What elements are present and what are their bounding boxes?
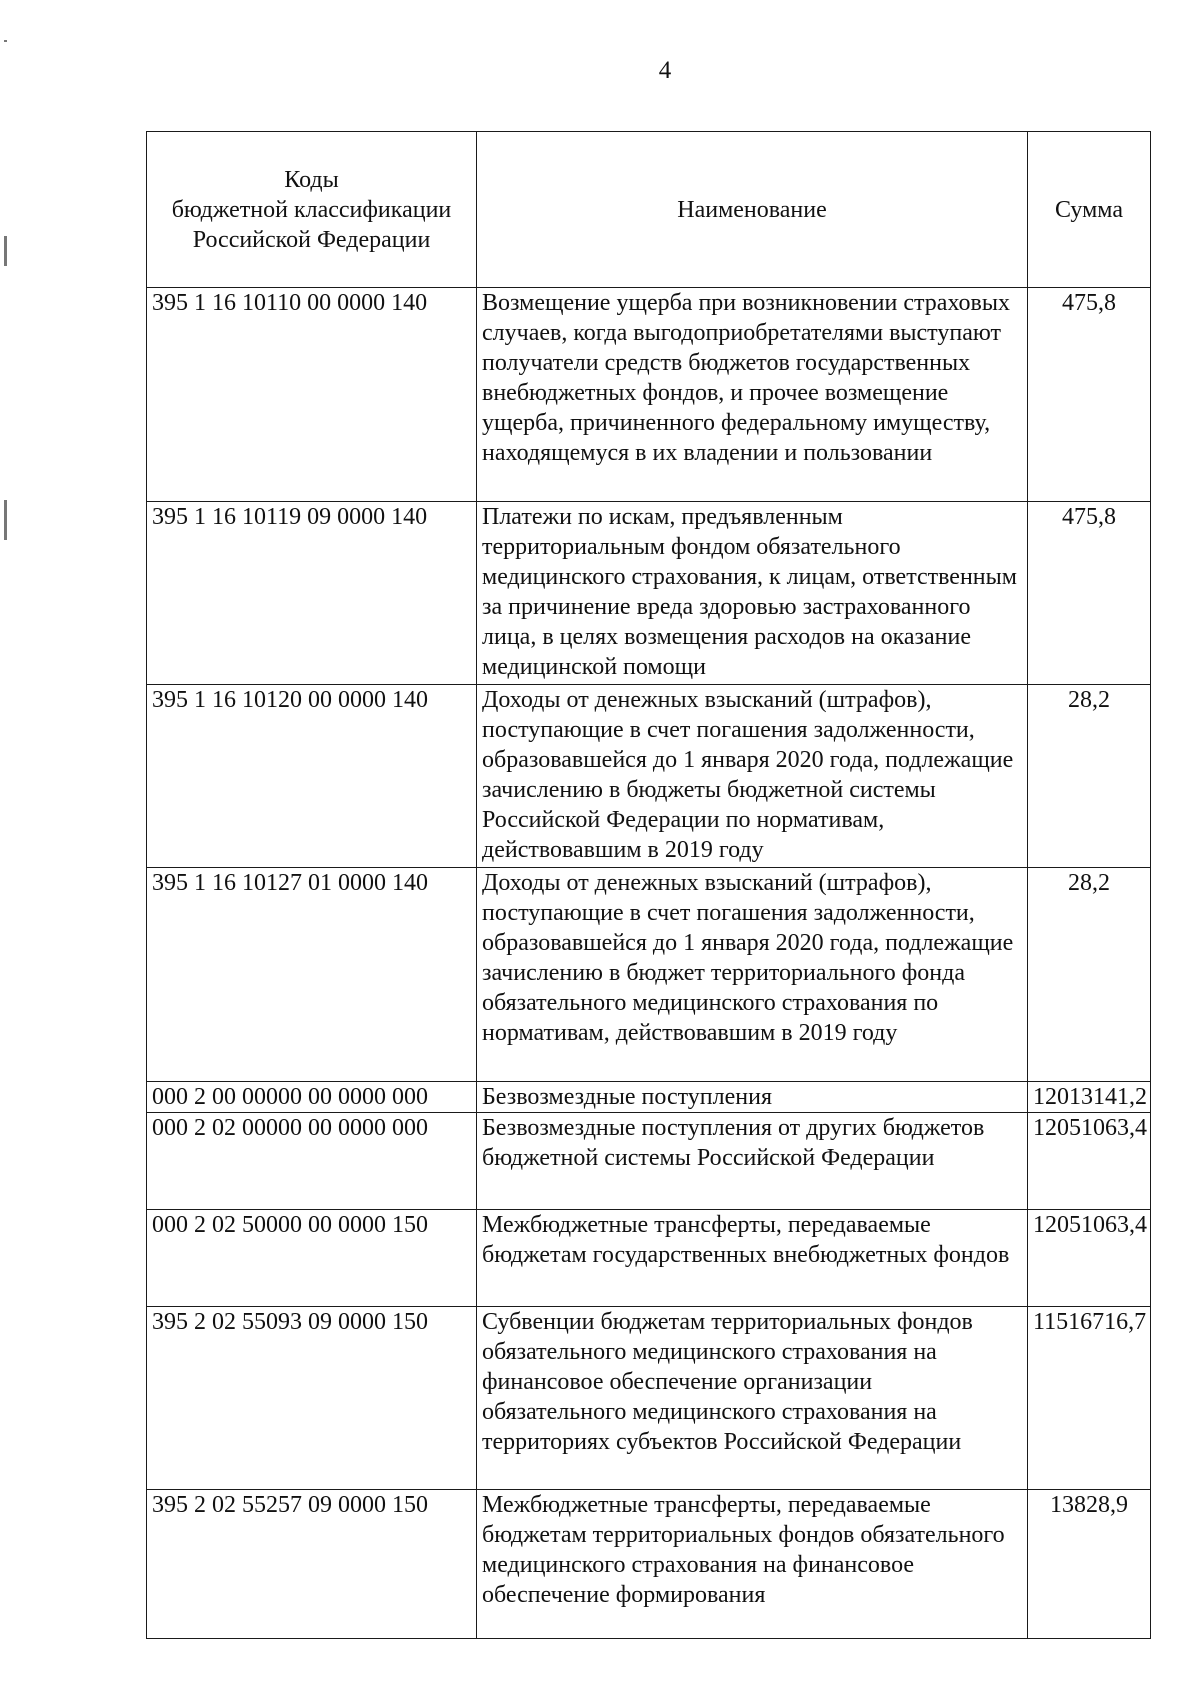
- row-code: 395 2 02 55257 09 0000 150: [147, 1490, 477, 1639]
- row-sum: 11516716,7: [1028, 1307, 1151, 1490]
- row-sum: 12013141,2: [1028, 1082, 1151, 1113]
- header-name: Наименование: [477, 132, 1028, 288]
- header-code: [147, 132, 477, 288]
- row-sum: 28,2: [1028, 685, 1151, 868]
- table-row: [147, 502, 1151, 685]
- row-code: 395 1 16 10120 00 0000 140: [147, 685, 477, 868]
- page-number: 4: [658, 57, 672, 84]
- header-code-line: бюджетной классификации: [171, 196, 452, 223]
- table-row: [147, 1210, 1151, 1307]
- row-sum: 13828,9: [1028, 1490, 1151, 1639]
- row-sum: 475,8: [1028, 502, 1151, 685]
- row-name: Межбюджетные трансферты, передаваемые бюджетам территориальных фондов обязательного медицинского страхования на финансовое обеспечение формирования: [477, 1490, 1028, 1639]
- row-sum: 28,2: [1028, 868, 1151, 1082]
- table-row: [147, 1113, 1151, 1210]
- row-name: Межбюджетные трансферты, передаваемые бюджетам государственных внебюджетных фондов: [477, 1210, 1028, 1307]
- row-code: 395 1 16 10110 00 0000 140: [147, 288, 477, 502]
- header-code-line: Российской Федерации: [192, 226, 431, 253]
- table-row: [147, 1082, 1151, 1113]
- row-name: Безвозмездные поступления от других бюджетов бюджетной системы Российской Федерации: [477, 1113, 1028, 1210]
- row-name: Платежи по искам, предъявленным территориальным фондом обязательного медицинского страхования, к лицам, ответственным за причинение вреда здоровью застрахованного лица, в целях возмещения расходов на оказание медицинской помощи: [477, 502, 1028, 685]
- row-code: 000 2 02 00000 00 0000 000: [147, 1113, 477, 1210]
- row-sum: 475,8: [1028, 288, 1151, 502]
- scan-edge-mark: [4, 236, 7, 266]
- scan-edge-mark: [4, 500, 7, 540]
- row-code: 000 2 00 00000 00 0000 000: [147, 1082, 477, 1113]
- scan-edge-mark: [4, 40, 7, 42]
- row-name: Возмещение ущерба при возникновении страховых случаев, когда выгодоприобретателями выступают получатели средств бюджетов государственных внебюджетных фондов, и прочее возмещение ущерба, причиненного федеральному имуществу, находящемуся в их владении и пользовании: [477, 288, 1028, 502]
- row-code: 395 1 16 10119 09 0000 140: [147, 502, 477, 685]
- row-name: Доходы от денежных взысканий (штрафов), поступающие в счет погашения задолженности, образовавшейся до 1 января 2020 года, подлежащие зачислению в бюджеты бюджетной системы Российской Федерации по нормативам, действовавшим в 2019 году: [477, 685, 1028, 868]
- budget-classification-table: [146, 131, 1151, 1639]
- table-row: [147, 1307, 1151, 1490]
- header-code-line: Коды: [284, 166, 339, 193]
- row-sum: 12051063,4: [1028, 1210, 1151, 1307]
- row-code: 395 2 02 55093 09 0000 150: [147, 1307, 477, 1490]
- row-code: 000 2 02 50000 00 0000 150: [147, 1210, 477, 1307]
- table-row: [147, 685, 1151, 868]
- row-name: Доходы от денежных взысканий (штрафов), поступающие в счет погашения задолженности, образовавшейся до 1 января 2020 года, подлежащие зачислению в бюджет территориального фонда обязательного медицинского страхования по нормативам, действовавшим в 2019 году: [477, 868, 1028, 1082]
- row-code: 395 1 16 10127 01 0000 140: [147, 868, 477, 1082]
- table-row: [147, 868, 1151, 1082]
- row-name: Безвозмездные поступления: [477, 1082, 1028, 1113]
- header-sum: Сумма: [1028, 132, 1151, 288]
- row-sum: 12051063,4: [1028, 1113, 1151, 1210]
- table-header-row: [147, 132, 1151, 288]
- table-row: [147, 288, 1151, 502]
- row-name: Субвенции бюджетам территориальных фондов обязательного медицинского страхования на финансовое обеспечение организации обязательного медицинского страхования на территориях субъектов Российской Федерации: [477, 1307, 1028, 1490]
- table-row: [147, 1490, 1151, 1639]
